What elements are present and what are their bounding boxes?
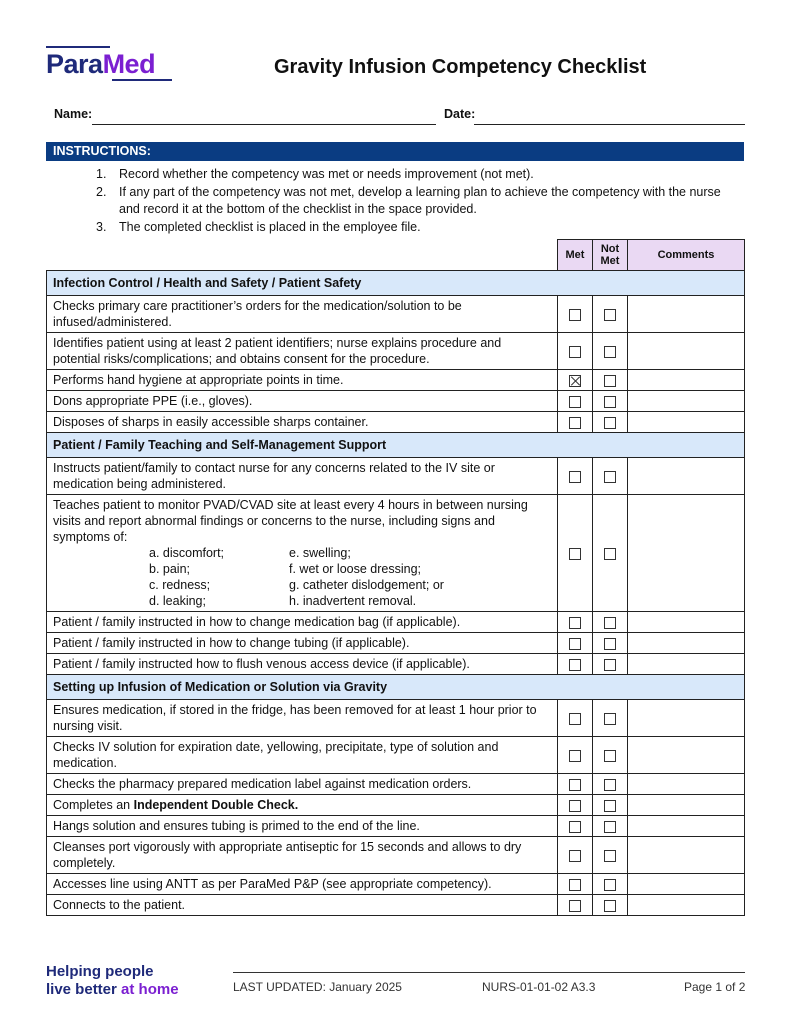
section-row xyxy=(47,271,745,296)
not-met-checkbox[interactable] xyxy=(604,659,616,671)
last-updated: LAST UPDATED: January 2025 xyxy=(233,980,402,994)
not-met-checkbox[interactable] xyxy=(604,800,616,812)
table-row xyxy=(47,495,745,612)
tagline-line2a: live better xyxy=(46,981,122,998)
met-cell xyxy=(558,654,593,675)
item-text: Checks the pharmacy prepared medication label against medication orders. xyxy=(53,777,472,791)
met-cell xyxy=(558,874,593,895)
met-checkbox[interactable] xyxy=(569,396,581,408)
item-text: Disposes of sharps in easily accessible sharps container. xyxy=(53,415,369,429)
instruction-number: 1. xyxy=(96,167,107,181)
table-row xyxy=(47,774,745,795)
item-text: Patient / family instructed how to flush venous access device (if applicable). xyxy=(53,657,470,671)
date-field[interactable] xyxy=(474,124,745,125)
comments-field[interactable] xyxy=(628,495,745,612)
competency-item xyxy=(47,458,558,495)
instruction-text: The completed checklist is placed in the employee file. xyxy=(119,219,421,234)
doc-code: NURS-01-01-02 A3.3 xyxy=(482,980,596,994)
item-text: Connects to the patient. xyxy=(53,898,186,912)
item-text: Checks primary care practitioner’s orders for the medication/solution to be infused/administered. xyxy=(53,299,462,329)
met-checkbox[interactable] xyxy=(569,417,581,429)
table-row xyxy=(47,412,745,433)
met-cell xyxy=(558,816,593,837)
section-row xyxy=(47,433,745,458)
met-checkbox[interactable] xyxy=(569,346,581,358)
logo-bar-top xyxy=(46,46,110,48)
table-row xyxy=(47,370,745,391)
competency-item xyxy=(47,654,558,675)
competency-item xyxy=(47,700,558,737)
table-row xyxy=(47,816,745,837)
met-cell xyxy=(558,412,593,433)
met-checkbox[interactable] xyxy=(569,309,581,321)
table-row xyxy=(47,874,745,895)
not-met-cell xyxy=(593,700,628,737)
logo-para: Para xyxy=(46,49,103,79)
met-cell xyxy=(558,612,593,633)
not-met-cell xyxy=(593,874,628,895)
met-checkbox[interactable] xyxy=(569,617,581,629)
not-met-cell xyxy=(593,895,628,916)
comments-field[interactable] xyxy=(628,816,745,837)
not-met-checkbox[interactable] xyxy=(604,638,616,650)
footer-tagline xyxy=(46,963,179,999)
met-cell xyxy=(558,837,593,874)
met-cell xyxy=(558,296,593,333)
comments-field[interactable] xyxy=(628,737,745,774)
competency-item xyxy=(47,370,558,391)
item-text: Identifies patient using at least 2 patient identifiers; nurse explains procedure and potential risks/complications; and obtains consent for the procedure. xyxy=(53,336,502,366)
met-checkbox[interactable] xyxy=(569,821,581,833)
not-met-cell xyxy=(593,654,628,675)
item-text: Patient / family instructed in how to change medication bag (if applicable). xyxy=(53,615,461,629)
comments-field[interactable] xyxy=(628,412,745,433)
comments-field[interactable] xyxy=(628,874,745,895)
instruction-item xyxy=(96,184,736,219)
not-met-checkbox[interactable] xyxy=(604,779,616,791)
competency-item xyxy=(47,391,558,412)
competency-item xyxy=(47,296,558,333)
met-cell xyxy=(558,737,593,774)
not-met-cell xyxy=(593,795,628,816)
page-title: Gravity Infusion Competency Checklist xyxy=(274,56,647,78)
met-checkbox[interactable] xyxy=(569,900,581,912)
not-met-checkbox[interactable] xyxy=(604,750,616,762)
not-met-cell xyxy=(593,774,628,795)
competency-item xyxy=(47,874,558,895)
not-met-checkbox[interactable] xyxy=(604,309,616,321)
comments-field[interactable] xyxy=(628,700,745,737)
met-checkbox[interactable] xyxy=(569,548,581,560)
not-met-checkbox[interactable] xyxy=(604,821,616,833)
met-checkbox[interactable] xyxy=(569,779,581,791)
not-met-cell xyxy=(593,633,628,654)
not-met-cell xyxy=(593,412,628,433)
met-checkbox[interactable] xyxy=(569,713,581,725)
not-met-checkbox[interactable] xyxy=(604,617,616,629)
item-text: Dons appropriate PPE (i.e., gloves). xyxy=(53,394,253,408)
date-label: Date: xyxy=(444,107,476,121)
competency-item xyxy=(47,837,558,874)
not-met-cell xyxy=(593,391,628,412)
table-row xyxy=(47,633,745,654)
met-checkbox[interactable] xyxy=(569,638,581,650)
competency-item xyxy=(47,633,558,654)
competency-item xyxy=(47,774,558,795)
not-met-checkbox[interactable] xyxy=(604,346,616,358)
table-row xyxy=(47,837,745,874)
instructions-heading: INSTRUCTIONS: xyxy=(46,142,744,161)
not-met-checkbox[interactable] xyxy=(604,879,616,891)
table-row xyxy=(47,333,745,370)
not-met-checkbox[interactable] xyxy=(604,375,616,387)
section-title: Patient / Family Teaching and Self-Management Support xyxy=(47,433,745,458)
table-row xyxy=(47,795,745,816)
met-checkbox[interactable] xyxy=(569,375,581,387)
not-met-cell xyxy=(593,333,628,370)
instruction-number: 3. xyxy=(96,219,107,234)
comments-field[interactable] xyxy=(628,370,745,391)
item-text: Instructs patient/family to contact nurse for any concerns related to the IV site or medication being administered. xyxy=(53,461,495,491)
competency-item xyxy=(47,412,558,433)
competency-item xyxy=(47,495,558,612)
not-met-cell xyxy=(593,612,628,633)
item-text-bold: Independent Double Check. xyxy=(133,798,299,812)
met-checkbox[interactable] xyxy=(569,879,581,891)
instruction-item xyxy=(96,166,736,184)
met-cell xyxy=(558,700,593,737)
instructions-list xyxy=(96,166,736,236)
instruction-number: 2. xyxy=(96,184,107,199)
symptom-item: b. pain; xyxy=(149,562,191,576)
symptom-item: a. discomfort; xyxy=(149,546,225,560)
table-row xyxy=(47,700,745,737)
section-title: Setting up Infusion of Medication or Solution via Gravity xyxy=(47,675,745,700)
instruction-item xyxy=(96,219,736,237)
item-text: Cleanses port vigorously with appropriate antiseptic for 15 seconds and allows to dry completely. xyxy=(53,840,522,870)
not-met-checkbox[interactable] xyxy=(604,471,616,483)
not-met-cell xyxy=(593,370,628,391)
comments-field[interactable] xyxy=(628,391,745,412)
comments-field[interactable] xyxy=(628,774,745,795)
symptom-item: d. leaking; xyxy=(149,594,206,608)
not-met-cell xyxy=(593,816,628,837)
not-met-cell xyxy=(593,495,628,612)
item-text: Accesses line using ANTT as per ParaMed P&P (see appropriate competency). xyxy=(53,877,492,891)
not-met-checkbox[interactable] xyxy=(604,548,616,560)
met-cell xyxy=(558,795,593,816)
tagline-line1: Helping people xyxy=(46,963,154,980)
comments-field[interactable] xyxy=(628,612,745,633)
symptom-item: e. swelling; xyxy=(289,546,351,560)
comments-field[interactable] xyxy=(628,458,745,495)
met-cell xyxy=(558,774,593,795)
symptom-item: f. wet or loose dressing; xyxy=(289,562,422,576)
comments-field[interactable] xyxy=(628,296,745,333)
footer-divider xyxy=(233,972,745,973)
logo-med: Med xyxy=(102,49,156,79)
item-text: Teaches patient to monitor PVAD/CVAD site at least every 4 hours in between nursing visits and report abnormal findings or concerns to the nurse, including signs and symptoms of: xyxy=(53,498,528,544)
comments-field[interactable] xyxy=(628,654,745,675)
not-met-cell xyxy=(593,458,628,495)
table-row xyxy=(47,391,745,412)
not-met-checkbox[interactable] xyxy=(604,417,616,429)
paramed-logo xyxy=(46,44,172,84)
not-met-checkbox[interactable] xyxy=(604,396,616,408)
competency-item xyxy=(47,816,558,837)
table-row xyxy=(47,895,745,916)
met-checkbox[interactable] xyxy=(569,750,581,762)
table-row xyxy=(47,296,745,333)
competency-item xyxy=(47,795,558,816)
symptom-list xyxy=(53,545,551,609)
symptom-item: c. redness; xyxy=(149,578,211,592)
item-text: Ensures medication, if stored in the fridge, has been removed for at least 1 hour prior to nursing visit. xyxy=(53,703,537,733)
competency-item xyxy=(47,612,558,633)
met-checkbox[interactable] xyxy=(569,850,581,862)
header-met: Met xyxy=(558,240,593,271)
name-label: Name: xyxy=(54,107,93,121)
competency-item xyxy=(47,333,558,370)
item-text: Patient / family instructed in how to change tubing (if applicable). xyxy=(53,636,410,650)
table-row xyxy=(47,458,745,495)
not-met-checkbox[interactable] xyxy=(604,713,616,725)
tagline-line2b: at home xyxy=(121,981,179,998)
header-not-met: Not Met xyxy=(593,240,628,271)
instruction-text: Record whether the competency was met or needs improvement (not met). xyxy=(119,167,534,181)
met-checkbox[interactable] xyxy=(569,800,581,812)
name-field[interactable] xyxy=(92,124,436,125)
symptom-item: g. catheter dislodgement; or xyxy=(289,578,444,592)
header-blank xyxy=(47,240,558,271)
met-cell xyxy=(558,333,593,370)
comments-field[interactable] xyxy=(628,333,745,370)
not-met-cell xyxy=(593,737,628,774)
logo-bar-bottom xyxy=(112,79,172,81)
symptom-item: h. inadvertent removal. xyxy=(289,594,417,608)
not-met-checkbox[interactable] xyxy=(604,850,616,862)
comments-field[interactable] xyxy=(628,895,745,916)
met-cell xyxy=(558,458,593,495)
not-met-cell xyxy=(593,837,628,874)
not-met-checkbox[interactable] xyxy=(604,900,616,912)
item-text: Completes an xyxy=(53,798,134,812)
met-cell xyxy=(558,633,593,654)
met-cell xyxy=(558,495,593,612)
comments-field[interactable] xyxy=(628,837,745,874)
table-row xyxy=(47,612,745,633)
met-checkbox[interactable] xyxy=(569,471,581,483)
met-checkbox[interactable] xyxy=(569,659,581,671)
item-text: Checks IV solution for expiration date, yellowing, precipitate, type of solution and medication. xyxy=(53,740,499,770)
section-row xyxy=(47,675,745,700)
table-row xyxy=(47,654,745,675)
page-number: Page 1 of 2 xyxy=(684,980,746,994)
logo-text xyxy=(46,50,155,78)
met-cell xyxy=(558,895,593,916)
item-text: Performs hand hygiene at appropriate points in time. xyxy=(53,373,344,387)
competency-item xyxy=(47,737,558,774)
checklist-table xyxy=(46,239,745,916)
item-text: Hangs solution and ensures tubing is primed to the end of the line. xyxy=(53,819,420,833)
competency-item xyxy=(47,895,558,916)
comments-field[interactable] xyxy=(628,795,745,816)
comments-field[interactable] xyxy=(628,633,745,654)
met-cell xyxy=(558,391,593,412)
instruction-text: If any part of the competency was not met, develop a learning plan to achieve the competency with the nurse and record it at the bottom of the checklist in the space provided. xyxy=(119,184,721,216)
header-comments: Comments xyxy=(628,240,745,271)
section-title: Infection Control / Health and Safety / Patient Safety xyxy=(47,271,745,296)
met-cell xyxy=(558,370,593,391)
not-met-cell xyxy=(593,296,628,333)
table-row xyxy=(47,737,745,774)
